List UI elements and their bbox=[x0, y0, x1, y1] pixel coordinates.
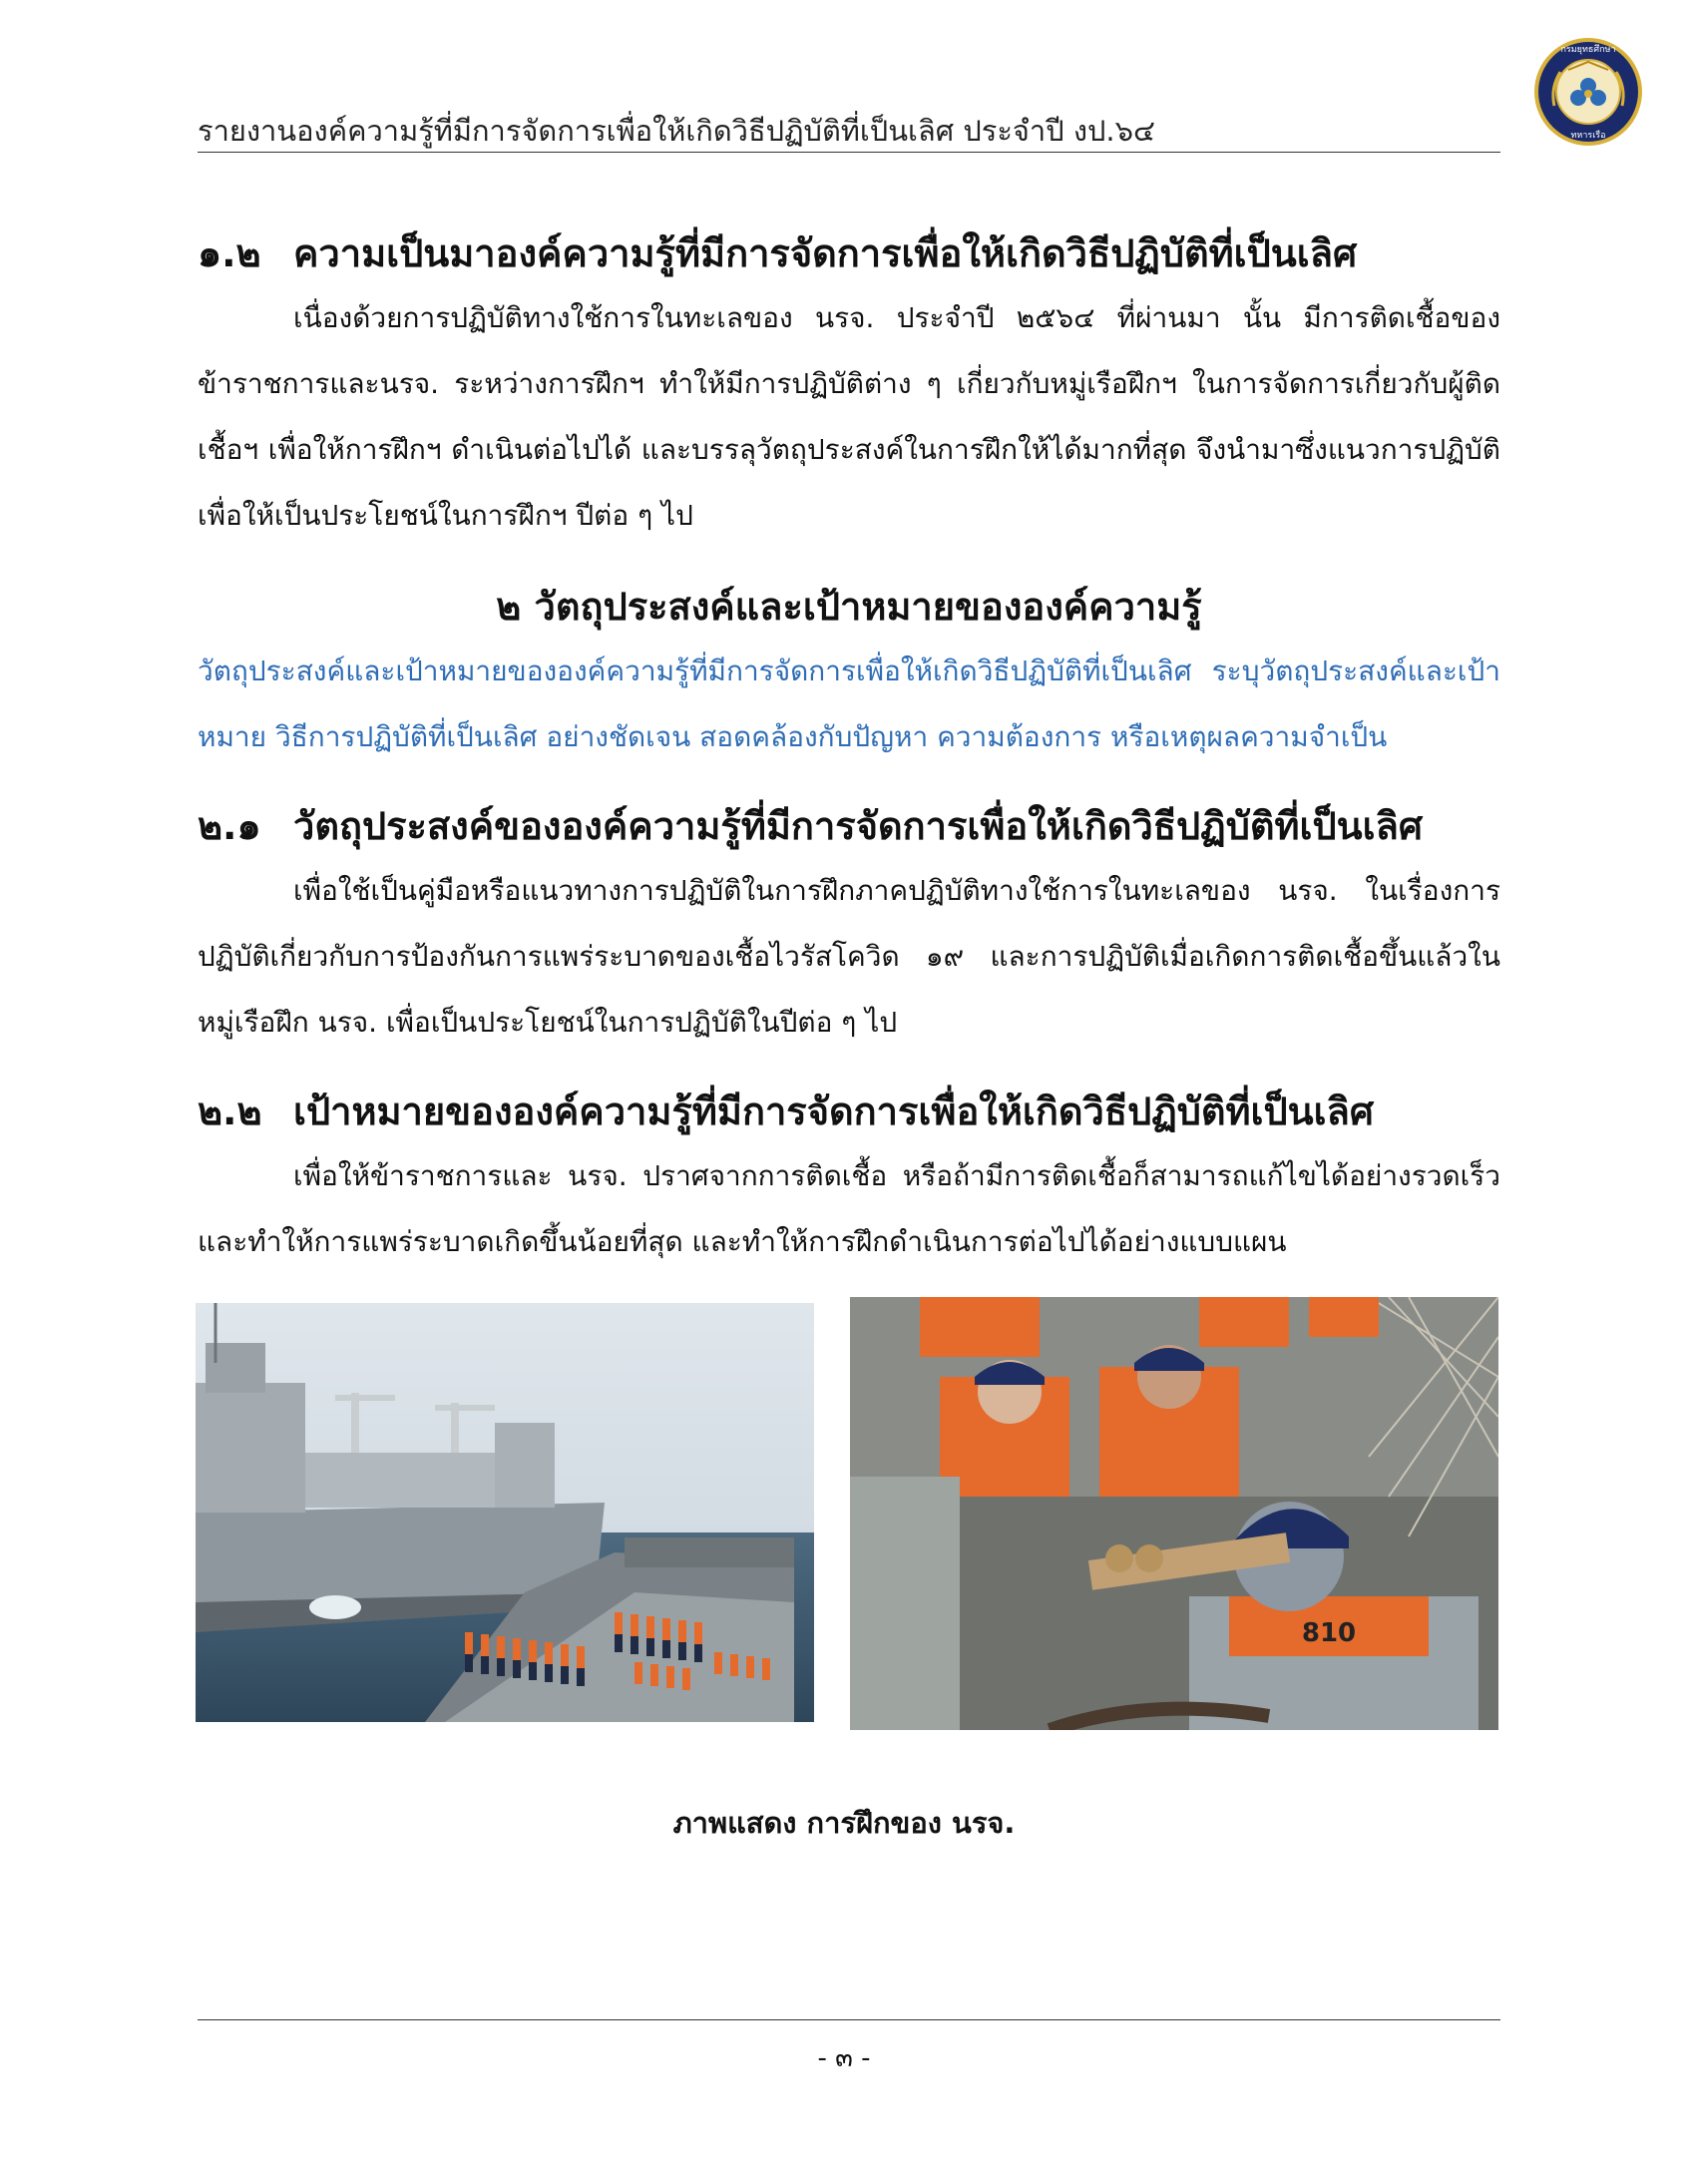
section-heading-2-2 bbox=[198, 1084, 1500, 1139]
section-body-1-2: เนื่องด้วยการปฏิบัติทางใช้การในทะเลของ นรจ. ประจำปี ๒๕๖๔ ที่ผ่านมา นั้น มีการติดเชื้อของข้าราชการและนรจ. ระหว่างการฝึกฯ ทำให้มีการปฏิบัติต่าง ๆ เกี่ยวกับหมู่เรือฝึกฯ ในการจัดการเกี่ยวกับผู้ติดเชื้อฯ เพื่อให้การฝึกฯ ดำเนินต่อไปได้ และบรรลุวัตถุประสงค์ในการฝึกให้ได้มากที่สุด จึงนำมาซึ่งแนวการปฏิบัติเพื่อให้เป็นประโยชน์ในการฝึกฯ ปีต่อ ๆ ไป bbox=[198, 301, 1500, 532]
section-title: ความเป็นมาองค์ความรู้ที่มีการจัดการเพื่อให้เกิดวิธีปฏิบัติที่เป็นเลิศ bbox=[293, 231, 1358, 275]
photo-caption: ภาพแสดง การฝึกของ นรจ. bbox=[672, 1806, 1016, 1840]
logo-top-text: กรมยุทธศึกษา bbox=[1560, 45, 1616, 55]
section-body-2-2: เพื่อให้ข้าราชการและ นรจ. ปราศจากการติดเชื้อ หรือถ้ามีการติดเชื้อก็สามารถแก้ไขได้อย่างรวดเร็ว และทำให้การแพร่ระบาดเกิดขึ้นน้อยที่สุด และทำให้การฝึกดำเนินการต่อไปได้อย่างแบบแผน bbox=[198, 1159, 1500, 1258]
section-heading-2-1 bbox=[198, 798, 1500, 854]
section-number: ๒.๒ bbox=[198, 1090, 262, 1133]
photo-crew-deck-work bbox=[850, 1297, 1498, 1730]
section-title: เป้าหมายขององค์ความรู้ที่มีการจัดการเพื่อให้เกิดวิธีปฏิบัติที่เป็นเลิศ bbox=[293, 1090, 1375, 1133]
section-title: วัตถุประสงค์ขององค์ความรู้ที่มีการจัดการเพื่อให้เกิดวิธีปฏิบัติที่เป็นเลิศ bbox=[293, 804, 1424, 848]
section-number: ๑.๒ bbox=[198, 231, 261, 275]
photo-ship-replenishment bbox=[196, 1303, 814, 1722]
document-body bbox=[198, 219, 1500, 1275]
section-number: ๒.๑ bbox=[198, 804, 261, 848]
page-number: - ๓ - bbox=[817, 2043, 871, 2073]
footer-divider bbox=[198, 2019, 1500, 2020]
logo-bottom-text: ทหารเรือ bbox=[1570, 131, 1606, 141]
section-heading-1-2 bbox=[198, 225, 1500, 281]
header-divider bbox=[198, 152, 1500, 153]
section-heading-2: ๒ วัตถุประสงค์และเป้าหมายขององค์ความรู้ bbox=[496, 585, 1202, 629]
section-body-2: วัตถุประสงค์และเป้าหมายขององค์ความรู้ที่มีการจัดการเพื่อให้เกิดวิธีปฏิบัติที่เป็นเลิศ ระบุวัตถุประสงค์และเป้าหมาย วิธีการปฏิบัติที่เป็นเลิศ อย่างชัดเจน สอดคล้องกับปัญหา ความต้องการ หรือเหตุผลความจำเป็น bbox=[198, 655, 1500, 753]
vest-number-text: 810 bbox=[1301, 1618, 1357, 1648]
section-body-2-1: เพื่อใช้เป็นคู่มือหรือแนวทางการปฏิบัติในการฝึกภาคปฏิบัติทางใช้การในทะเลของ นรจ. ในเรื่องการปฏิบัติเกี่ยวกับการป้องกันการแพร่ระบาดของเชื้อไวรัสโควิด ๑๙ และการปฏิบัติเมื่อเกิดการติดเชื้อขึ้นแล้วในหมู่เรือฝึก นรจ. เพื่อเป็นประโยชน์ในการปฏิบัติในปีต่อ ๆ ไป bbox=[198, 874, 1500, 1039]
header-title: รายงานองค์ความรู้ที่มีการจัดการเพื่อให้เกิดวิธีปฏิบัติที่เป็นเลิศ ประจำปี งป.๖๔ bbox=[198, 114, 1155, 148]
navy-education-logo bbox=[1532, 36, 1644, 148]
